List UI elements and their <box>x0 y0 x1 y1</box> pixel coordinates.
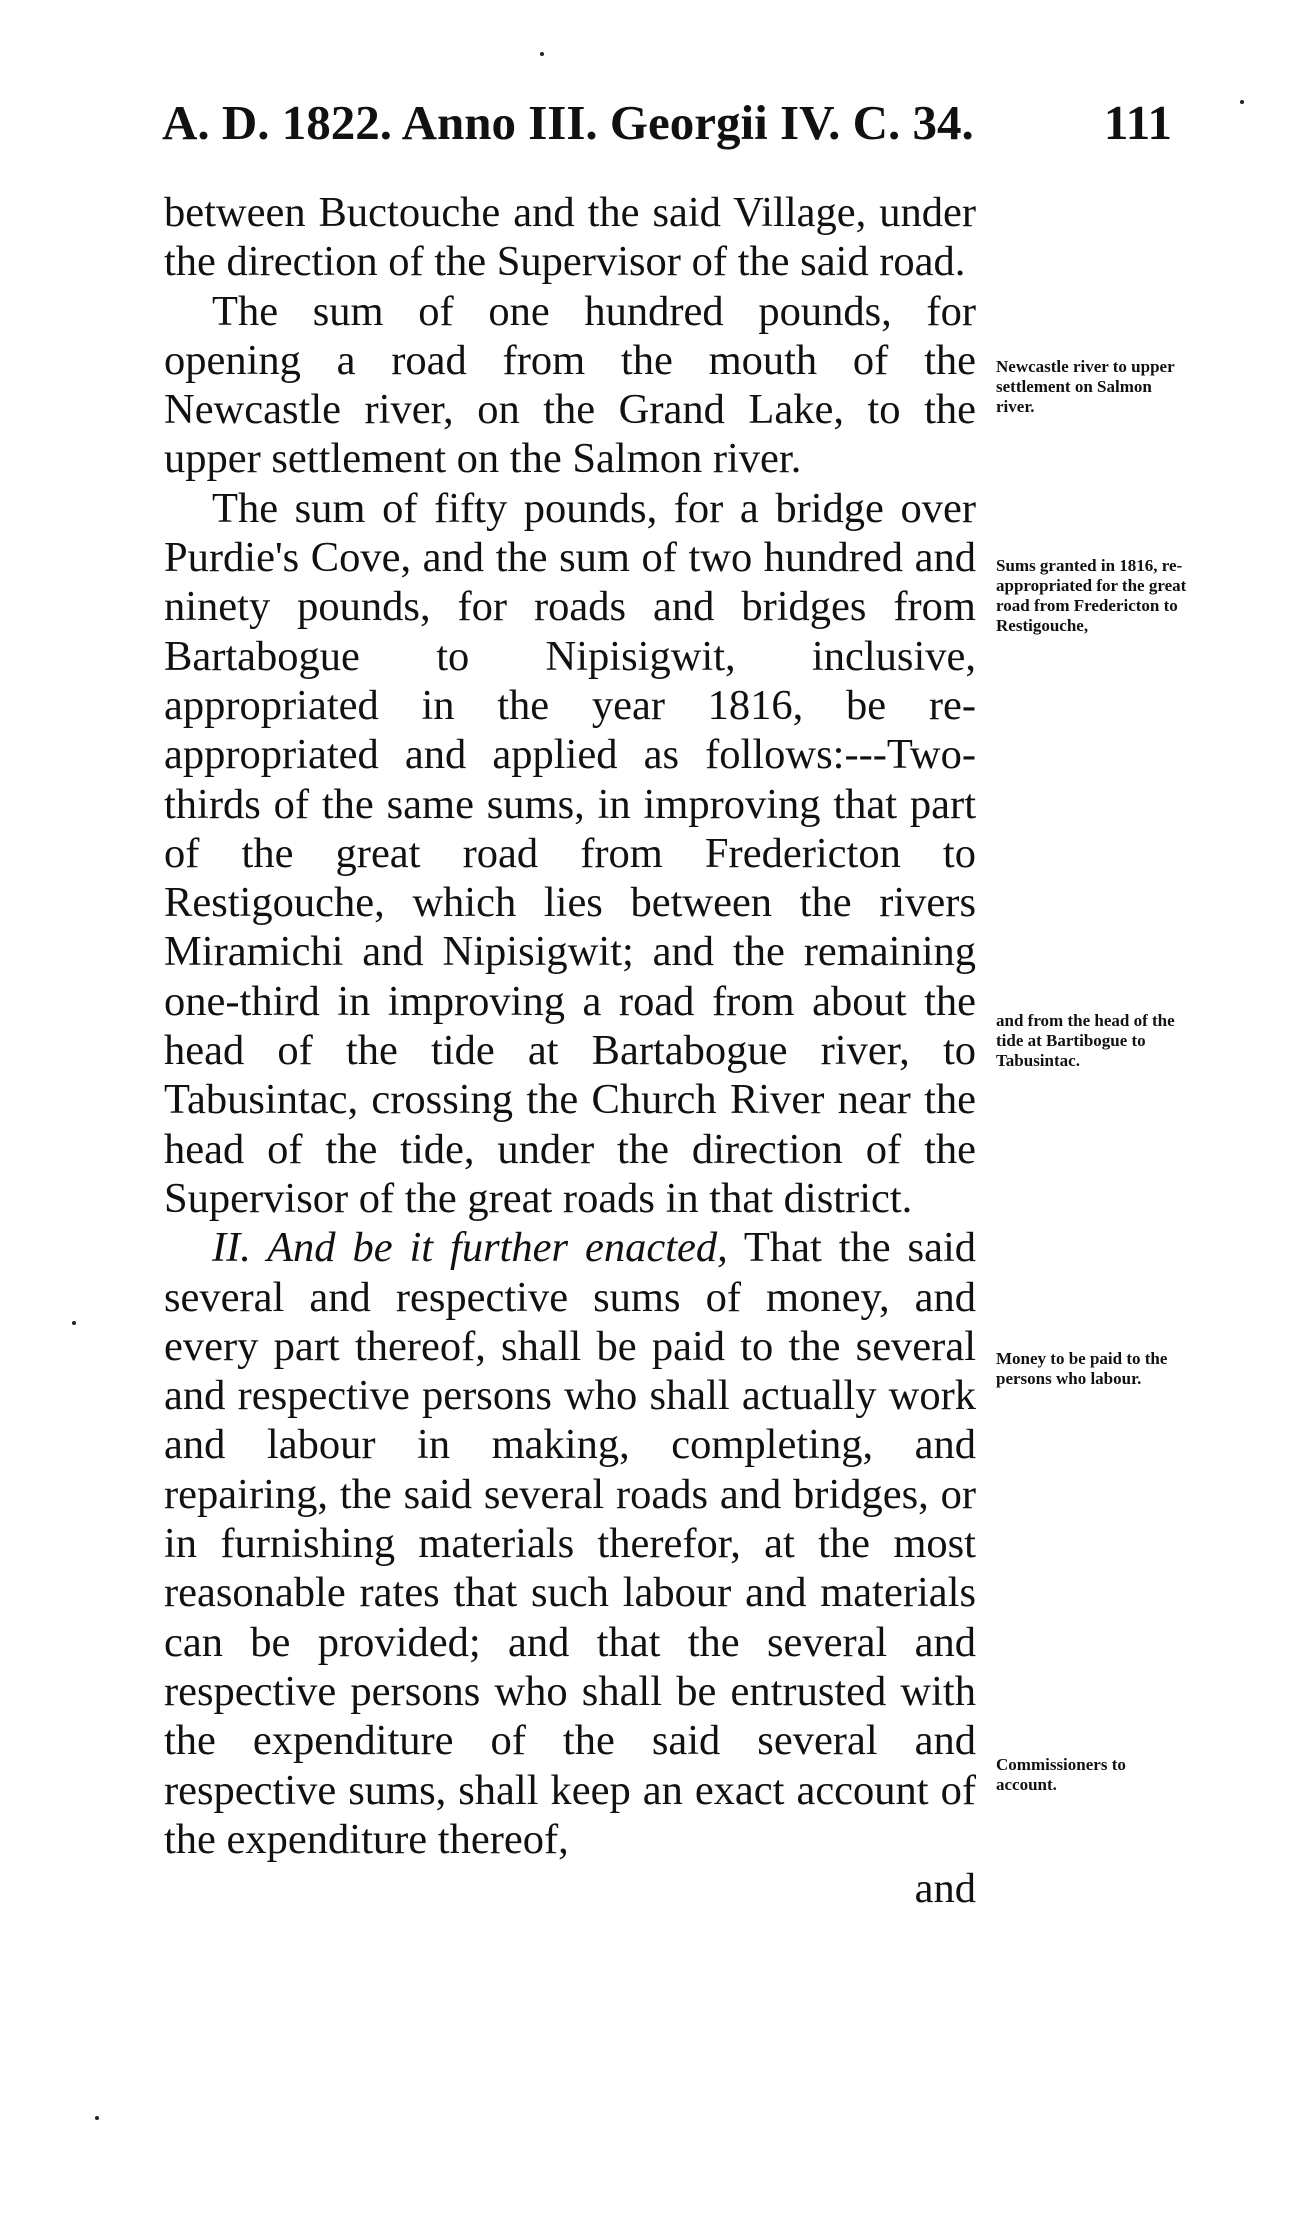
margin-note-sums-1816: Sums granted in 1816, re-appropriated for the great road from Fredericton to Restigouche, <box>996 556 1187 635</box>
page-number: 111 <box>1103 95 1172 150</box>
margin-note-newcastle: Newcastle river to upper settlement on Salmon river. <box>996 357 1175 416</box>
scan-speck <box>540 52 544 56</box>
margin-note-money-paid: Money to be paid to the persons who labour. <box>996 1349 1168 1388</box>
section-ii-text: That the said several and respective sums of money, and every part thereof, shall be paid to the several and respective persons who shall actually work and labour in making, completing, and repairing, the said several roads and bridges, or in furnishing materials therefor, at the most reasonable rates that such labour and materials can be provided; and that the several and respective persons who shall be entrusted with the expenditure of the said several and respective sums, shall keep an exact account of the expenditure thereof, <box>164 1224 977 1863</box>
header-citation: A. D. 1822. Anno III. Georgii IV. C. 34. <box>162 95 974 150</box>
scan-speck <box>72 1321 76 1325</box>
paragraph-1: between Buctouche and the said Village, under the direction of the Supervisor of the said road. <box>164 189 976 286</box>
margin-note-bartibogue: and from the head of the tide at Bartibogue to Tabusintac. <box>996 1011 1175 1070</box>
paragraph-purdies-cove: The sum of fifty pounds, for a bridge over Purdie's Cove, and the sum of two hundred and ninety pounds, for roads and bridges from Bartabogue to Nipisigwit, inclusive, appropriated in the year 1816, be re-appropriated and applied as follows:---Two-thirds of the same sums, in improving that part of the great road from Fredericton to Restigouche, which lies between the rivers Miramichi and Nipisigwit; and the remaining one-third in improving a road from about the head of the tide at Bartabogue river, to Tabusintac, crossing the Church River near the head of the tide, under the direction of the Supervisor of the great roads in that district. <box>164 484 976 1222</box>
margin-note-commissioners: Commissioners to account. <box>996 1755 1126 1794</box>
scan-speck <box>95 2116 99 2120</box>
catchword: and <box>914 1865 976 1913</box>
enacting-clause: II. And be it further enacted, <box>212 1224 728 1272</box>
scan-speck <box>1240 100 1244 104</box>
paragraph-newcastle-road: The sum of one hundred pounds, for opening a road from the mouth of the Newcastle river, on the Grand Lake, to the upper settlement on the Salmon river. <box>164 287 976 483</box>
